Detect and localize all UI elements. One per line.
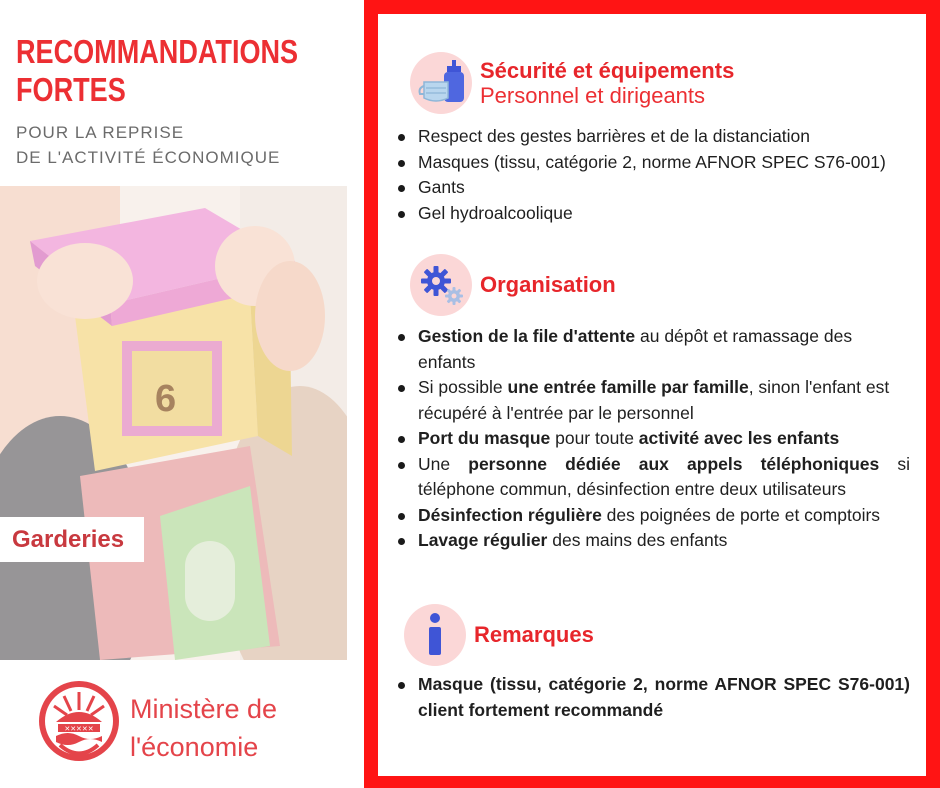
list-item: Masques (tissu, catégorie 2, norme AFNOR SPEC S76-001) xyxy=(392,150,922,176)
list-item: Masque (tissu, catégorie 2, norme AFNOR SPEC S76-001) client fortement recommandé xyxy=(392,672,910,723)
left-column xyxy=(0,0,362,788)
list-item: Désinfection régulière des poignées de porte et comptoirs xyxy=(392,503,910,529)
section-securite-subtitle: Personnel et dirigeants xyxy=(480,83,706,108)
list-item: Respect des gestes barrières et de la distanciation xyxy=(392,124,922,150)
list-item: Une personne dédiée aux appels téléphoniques si téléphone commun, désinfection entre deux utilisateurs xyxy=(392,452,910,503)
svg-text:✕✕✕✕✕: ✕✕✕✕✕ xyxy=(64,726,94,733)
list-item: Gants xyxy=(392,175,922,201)
category-label-box xyxy=(0,517,144,562)
subtitle-line-1: POUR LA REPRISE xyxy=(16,123,185,142)
section-securite-title: Sécurité et équipements xyxy=(480,58,735,83)
ministry-emblem-logo xyxy=(38,680,120,762)
panel-content xyxy=(378,14,926,776)
organisation-list xyxy=(392,324,910,554)
category-label: Garderies xyxy=(12,525,125,553)
list-item: Gestion de la file d'attente au dépôt et ramassage des enfants xyxy=(392,324,910,375)
gears-icon xyxy=(410,254,472,316)
ministry-line-1: Ministère de xyxy=(130,694,278,724)
ministry-line-2: l'économie xyxy=(130,732,259,762)
recommendations-panel xyxy=(364,0,940,788)
securite-list xyxy=(392,124,922,226)
info-icon xyxy=(404,604,466,666)
section-remarques-title: Remarques xyxy=(474,622,594,647)
section-securite-header xyxy=(410,52,734,114)
section-organisation-title: Organisation xyxy=(480,272,616,297)
ministry-name xyxy=(130,690,277,766)
children-playing-photo xyxy=(0,186,347,660)
main-title xyxy=(16,33,299,109)
remarques-list xyxy=(392,672,910,723)
block-number: 6 xyxy=(155,378,177,420)
list-item: Gel hydroalcoolique xyxy=(392,201,922,227)
subtitle xyxy=(16,120,280,170)
subtitle-line-2: DE L'ACTIVITÉ ÉCONOMIQUE xyxy=(16,148,281,167)
section-organisation-header xyxy=(410,254,616,316)
title-line-1: RECOMMANDATIONS xyxy=(16,33,299,70)
section-remarques-header xyxy=(404,604,594,666)
list-item: Port du masque pour toute activité avec les enfants xyxy=(392,426,910,452)
list-item: Si possible une entrée famille par famille, sinon l'enfant est récupéré à l'entrée par le personnel xyxy=(392,375,910,426)
mask-sanitizer-icon xyxy=(410,52,472,114)
title-line-2: FORTES xyxy=(16,71,126,108)
list-item: Lavage régulier des mains des enfants xyxy=(392,528,910,554)
